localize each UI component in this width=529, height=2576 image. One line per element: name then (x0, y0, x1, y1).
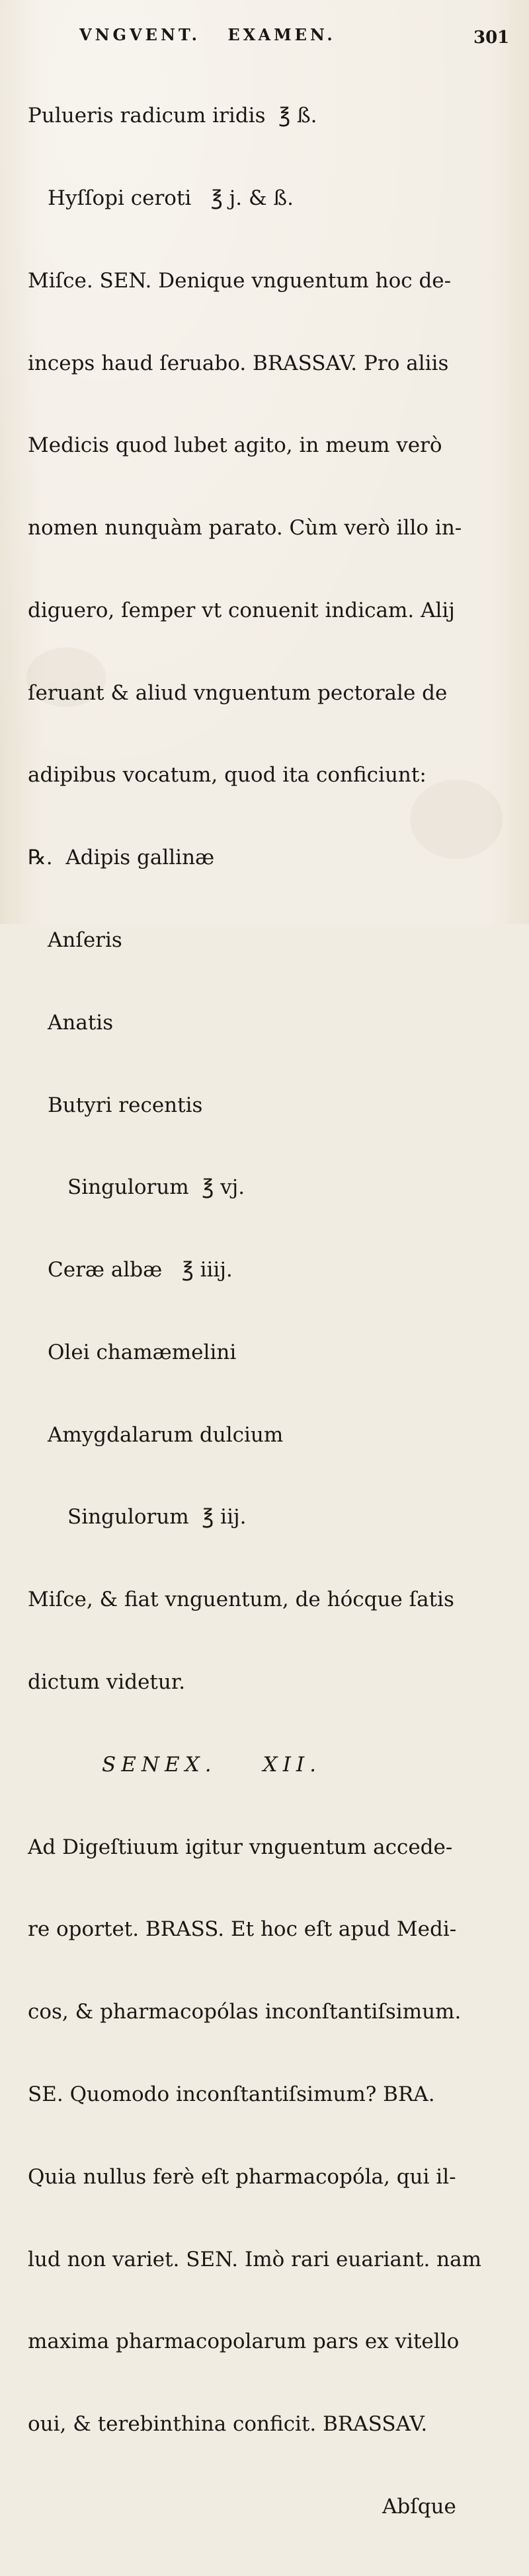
text-line: ſeruant & aliud vnguentum pectorale de (28, 681, 448, 705)
recipe-line: Anſeris (48, 928, 122, 952)
text-line: lud non variet. SEN. Imò rari euariant. nam (28, 2247, 482, 2271)
section-heading-number: XII. (263, 1752, 321, 1777)
text-line: diguero, ſemper vt conuenit indicam. Alij (28, 598, 455, 622)
body-text (28, 48, 517, 2576)
recipe-line: Amygdalarum dulcium (48, 1422, 284, 1447)
running-head-left: VNGVENT. (79, 25, 201, 44)
text-line: maxima pharmacopolarum pars ex vitello (28, 2330, 460, 2354)
text-line: Miſce. SEN. Denique vnguentum hoc de- (28, 268, 452, 293)
text-line: SE. Quomodo inconſtantiſsimum? BRA. (28, 2082, 435, 2106)
text-line: Miſce, & fiat vnguentum, de hócque ſatis (28, 1588, 454, 1612)
recipe-line: Anatis (48, 1010, 114, 1035)
recipe-line: Ceræ albæ ℥ iiij. (48, 1258, 233, 1282)
text-line: inceps haud ſeruabo. BRASSAV. Pro aliis (28, 351, 449, 375)
text-line: adipibus vocatum, quod ita conficiunt: (28, 763, 427, 788)
text-line: oui, & terebinthina conficit. BRASSAV. (28, 2412, 428, 2437)
text-line: Pulueris radicum iridis ℥ ß. (28, 104, 317, 128)
text-line: Medicis quod lubet agito, in meum verò (28, 433, 442, 458)
recipe-line: Olei chamæmelini (48, 1340, 237, 1364)
text-line: cos, & pharmacopólas inconſtantiſsimum. (28, 2000, 462, 2024)
text-line: dictum videtur. (28, 1670, 186, 1695)
catchword: Abſque (382, 2494, 456, 2519)
recipe-line: Singulorum ℥ vj. (67, 1175, 245, 1200)
text-line: Hyſſopi ceroti ℥ j. & ß. (48, 186, 294, 210)
recipe-line: Singulorum ℥ iij. (67, 1505, 247, 1529)
recipe-line: Butyri recentis (48, 1093, 203, 1117)
running-head-right: EXAMEN. (227, 25, 336, 44)
recipe-line: ℞. Adipis gallinæ (28, 846, 215, 870)
text-line: Quia nullus ferè eſt pharmacopóla, qui il- (28, 2164, 456, 2189)
running-head (79, 25, 450, 44)
section-heading-title: SENEX. (102, 1752, 217, 1777)
text-line: re oportet. BRASS. Et hoc eſt apud Medi- (28, 1917, 457, 1942)
text-line: Ad Digeſtiuum igitur vnguentum accede- (28, 1835, 453, 1859)
section-heading (28, 1751, 517, 1779)
page-number: 301 (473, 28, 510, 48)
text-line: nomen nunquàm parato. Cùm verò illo in- (28, 516, 462, 540)
